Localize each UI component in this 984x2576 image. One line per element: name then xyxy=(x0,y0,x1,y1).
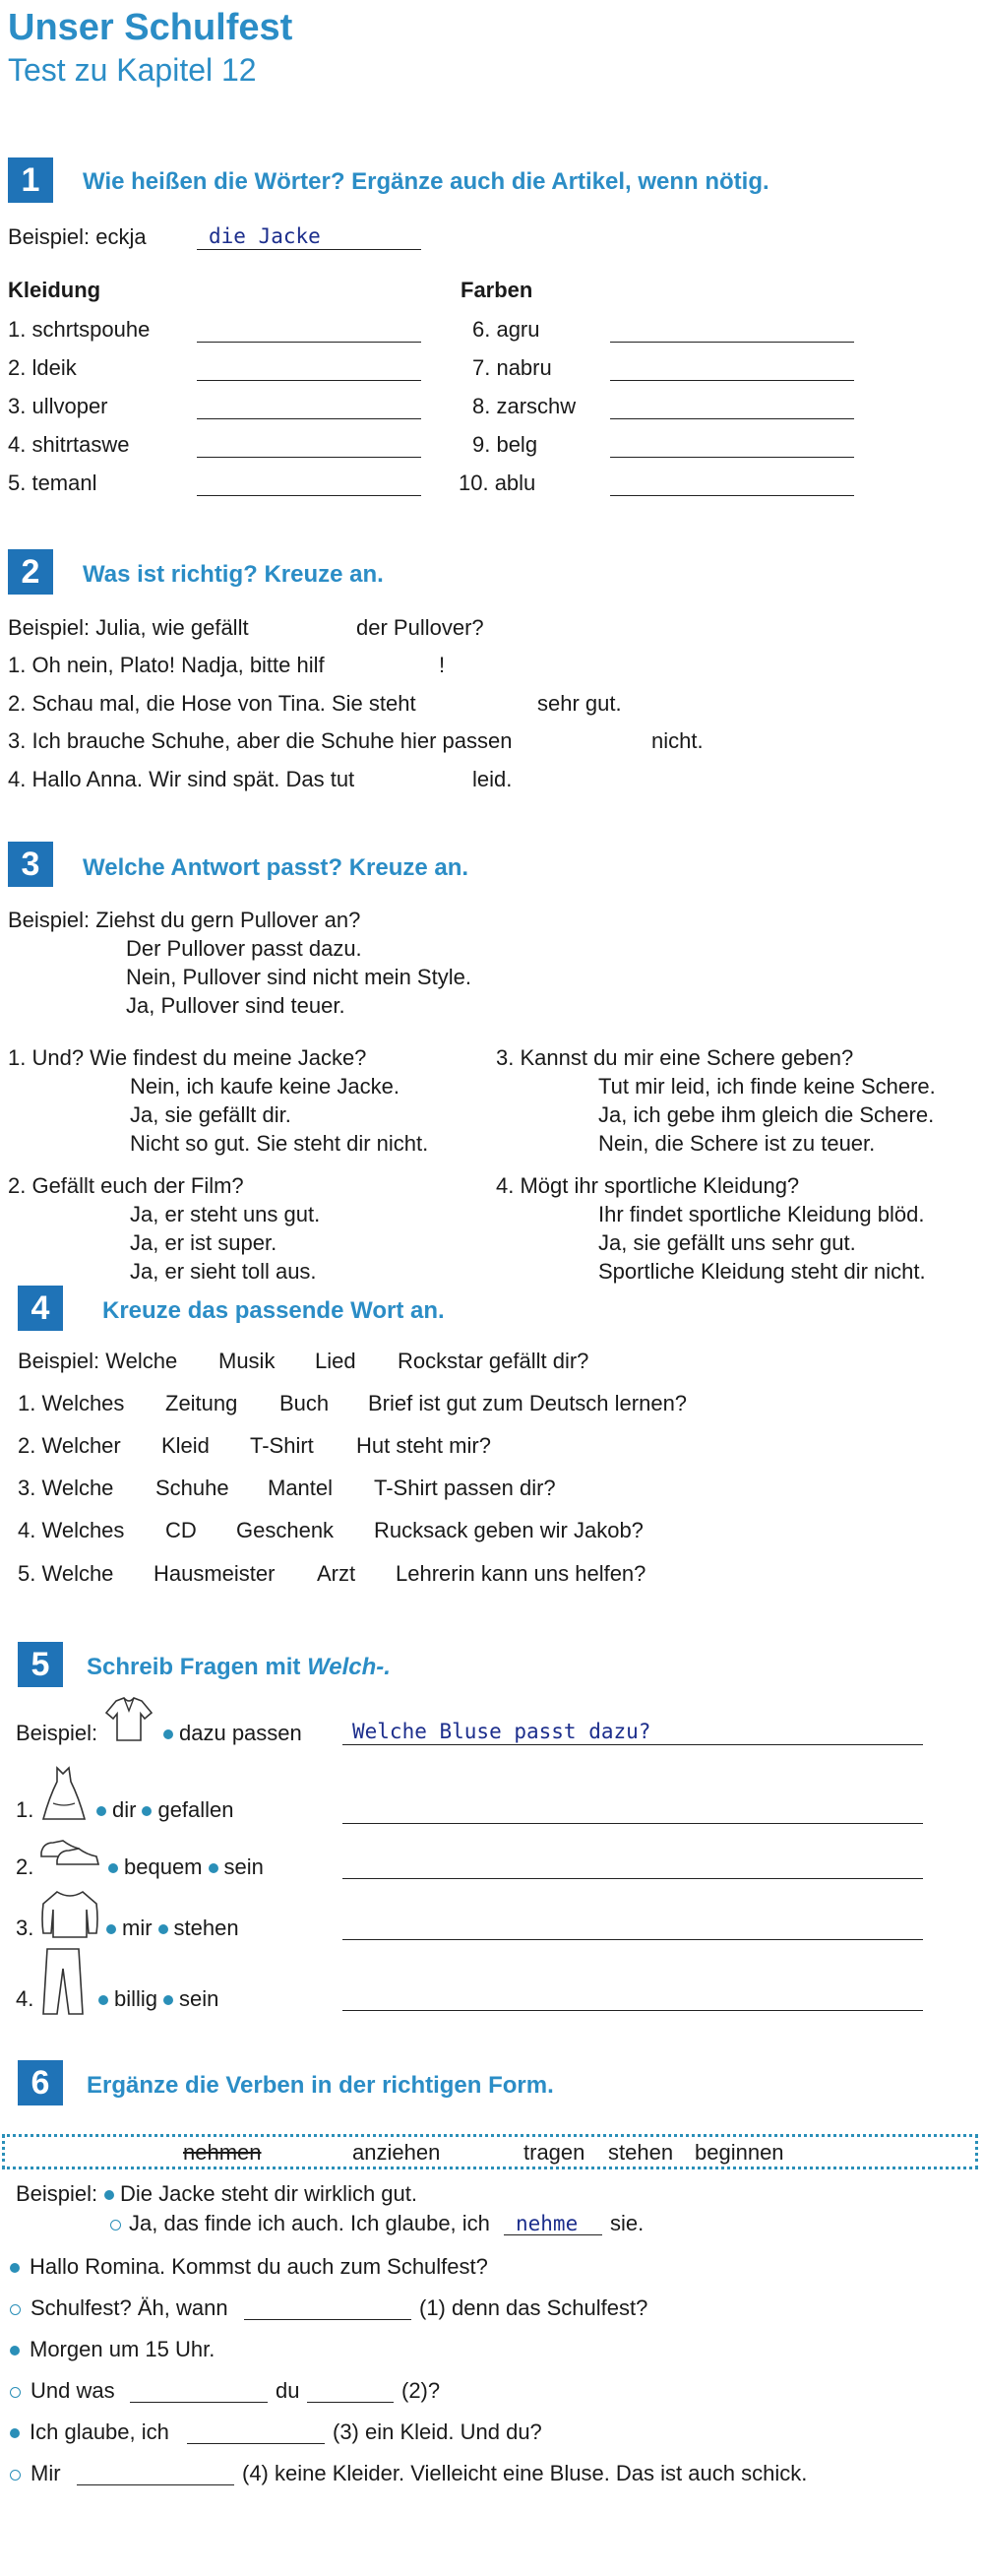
s3-option[interactable]: Ja, er sieht toll aus. xyxy=(130,1259,317,1284)
answer-line[interactable] xyxy=(197,495,421,496)
s4-option[interactable]: Hut steht mir? xyxy=(356,1433,491,1458)
s2-row-end: nicht. xyxy=(651,728,704,753)
section-3-badge: 3 xyxy=(8,842,53,887)
trousers-icon xyxy=(39,1945,87,2018)
s5-item-number: 4. xyxy=(16,1986,34,2011)
s2-row-start: 2. Schau mal, die Hose von Tina. Sie steht xyxy=(8,691,416,716)
s4-option[interactable]: Rockstar gefällt dir? xyxy=(398,1349,589,1373)
blouse-icon xyxy=(102,1695,155,1744)
s4-option[interactable]: T-Shirt xyxy=(250,1433,314,1458)
s5-example-answer: Welche Bluse passt dazu? xyxy=(352,1720,651,1743)
s5-item-number: 3. xyxy=(16,1916,34,1940)
page-subtitle: Test zu Kapitel 12 xyxy=(8,52,257,88)
answer-blank[interactable] xyxy=(244,2319,411,2320)
answer-blank[interactable] xyxy=(77,2484,234,2485)
s3-option[interactable]: Tut mir leid, ich finde keine Schere. xyxy=(598,1074,936,1099)
s2-row-start: 1. Oh nein, Plato! Nadja, bitte hilf xyxy=(8,653,325,677)
s4-option[interactable]: T-Shirt passen dir? xyxy=(374,1476,556,1500)
s3-option[interactable]: Nein, Pullover sind nicht mein Style. xyxy=(126,965,471,989)
s4-option[interactable]: CD xyxy=(165,1518,197,1542)
s1-item: 1. schrtspouhe xyxy=(8,317,151,342)
s6-example-end: sie. xyxy=(610,2211,645,2235)
s1-item: 8. zarschw xyxy=(472,394,577,418)
answer-line[interactable] xyxy=(197,380,421,381)
s1-col1-head: Kleidung xyxy=(8,278,101,302)
s4-row-start: 1. Welches xyxy=(18,1391,125,1415)
s3-option[interactable]: Nicht so gut. Sie steht dir nicht. xyxy=(130,1131,429,1156)
s2-row-end: ! xyxy=(439,653,446,677)
section-2-badge: 2 xyxy=(8,549,53,595)
dialogue-line: Hallo Romina. Kommst du auch zum Schulfest? xyxy=(10,2254,488,2280)
answer-line[interactable] xyxy=(342,1823,923,1824)
s1-item: 6. agru xyxy=(472,317,540,342)
dialogue-line: Und was xyxy=(10,2378,115,2404)
s6-example-line-1: Die Jacke steht dir wirklich gut. xyxy=(98,2181,417,2207)
s5-example-label: Beispiel: xyxy=(16,1721,98,1745)
s5-item-number: 2. xyxy=(16,1854,34,1879)
sweater-icon xyxy=(37,1886,102,1941)
answer-line[interactable] xyxy=(610,342,854,343)
answer-line[interactable] xyxy=(342,1878,923,1879)
answer-line[interactable] xyxy=(610,418,854,419)
section-1-title: Wie heißen die Wörter? Ergänze auch die Artikel, wenn nötig. xyxy=(83,168,769,195)
s1-col2-head: Farben xyxy=(461,278,533,302)
s1-example-label: Beispiel: eckja xyxy=(8,224,147,249)
s4-option[interactable]: Lied xyxy=(315,1349,356,1373)
s4-option[interactable]: Geschenk xyxy=(236,1518,335,1542)
s5-item-words: bequem sein xyxy=(102,1854,264,1880)
section-6-title: Ergänze die Verben in der richtigen Form. xyxy=(87,2072,554,2099)
s4-row-start: 2. Welcher xyxy=(18,1433,121,1458)
s5-item-words: mir stehen xyxy=(100,1916,239,1941)
s4-row-start: 5. Welche xyxy=(18,1561,114,1586)
s4-option[interactable]: Schuhe xyxy=(155,1476,229,1500)
answer-line[interactable] xyxy=(197,457,421,458)
answer-line[interactable] xyxy=(342,2010,923,2011)
s6-example-blank xyxy=(504,2234,602,2235)
section-2-title: Was ist richtig? Kreuze an. xyxy=(83,561,384,588)
s5-example-words: dazu passen xyxy=(157,1721,302,1746)
s1-item: 7. nabru xyxy=(472,355,552,380)
s3-option[interactable]: Sportliche Kleidung steht dir nicht. xyxy=(598,1259,926,1284)
s6-example-label: Beispiel: xyxy=(16,2181,98,2206)
s1-item: 3. ullvoper xyxy=(8,394,108,418)
answer-line[interactable] xyxy=(610,457,854,458)
s4-option[interactable]: Mantel xyxy=(268,1476,334,1500)
section-5-title: Schreib Fragen mit Welch-. xyxy=(87,1654,391,1680)
s4-option[interactable]: Lehrerin kann uns helfen? xyxy=(396,1561,646,1586)
s2-row-start: 3. Ich brauche Schuhe, aber die Schuhe hier passen xyxy=(8,728,513,753)
s3-option[interactable]: Ja, er steht uns gut. xyxy=(130,1202,321,1226)
answer-line[interactable] xyxy=(342,1939,923,1940)
s1-example-answer: die Jacke xyxy=(209,224,321,248)
section-6-badge: 6 xyxy=(18,2060,63,2105)
s3-option[interactable]: Ja, sie gefällt uns sehr gut. xyxy=(598,1230,856,1255)
answer-line[interactable] xyxy=(610,495,854,496)
s4-option[interactable]: Hausmeister xyxy=(154,1561,276,1586)
s1-example-line xyxy=(197,249,421,250)
s1-item: 2. ldeik xyxy=(8,355,77,380)
dialogue-line: Schulfest? Äh, wann xyxy=(10,2295,228,2321)
s4-option[interactable]: Arzt xyxy=(317,1561,356,1586)
s4-option[interactable]: Buch xyxy=(279,1391,330,1415)
dialogue-line: Mir xyxy=(10,2461,61,2486)
word-box-word: nehmen xyxy=(183,2140,262,2165)
s3-option[interactable]: Der Pullover passt dazu. xyxy=(126,936,362,961)
s4-option[interactable]: Musik xyxy=(218,1349,276,1373)
s3-question: 2. Gefällt euch der Film? xyxy=(8,1173,244,1198)
word-box-word: beginnen xyxy=(695,2140,784,2165)
s4-option[interactable]: Brief ist gut zum Deutsch lernen? xyxy=(368,1391,688,1415)
answer-blank[interactable] xyxy=(130,2402,268,2403)
answer-line[interactable] xyxy=(197,342,421,343)
s3-question: 4. Mögt ihr sportliche Kleidung? xyxy=(496,1173,800,1198)
s1-item: 10. ablu xyxy=(459,471,536,495)
answer-line[interactable] xyxy=(197,418,421,419)
dialogue-line: Morgen um 15 Uhr. xyxy=(10,2337,215,2362)
shoes-icon xyxy=(37,1833,102,1868)
dialogue-line-end: (2)? xyxy=(401,2378,441,2403)
s3-question: 1. Und? Wie findest du meine Jacke? xyxy=(8,1045,367,1070)
section-5-badge: 5 xyxy=(18,1642,63,1687)
s4-option[interactable]: Kleid xyxy=(161,1433,210,1458)
s3-option[interactable]: Ja, sie gefällt dir. xyxy=(130,1102,291,1127)
dialogue-line: Ich glaube, ich xyxy=(10,2419,169,2445)
s4-row-start: 3. Welche xyxy=(18,1476,114,1500)
s5-example-line xyxy=(342,1744,923,1745)
answer-blank[interactable] xyxy=(307,2402,394,2403)
s4-option[interactable]: Zeitung xyxy=(165,1391,238,1415)
s3-option[interactable]: Nein, ich kaufe keine Jacke. xyxy=(130,1074,400,1099)
s2-row-end: sehr gut. xyxy=(537,691,622,716)
s3-question: 3. Kannst du mir eine Schere geben? xyxy=(496,1045,854,1070)
s4-row-start: 4. Welches xyxy=(18,1518,125,1542)
word-box xyxy=(2,2134,978,2169)
s1-item: 5. temanl xyxy=(8,471,97,495)
s6-example-line-2: Ja, das finde ich auch. Ich glaube, ich xyxy=(110,2211,490,2236)
s2-row-end: der Pullover? xyxy=(356,615,484,640)
s1-item: 4. shitrtaswe xyxy=(8,432,130,457)
s3-option[interactable]: Ja, Pullover sind teuer. xyxy=(126,993,345,1018)
s2-row-end: leid. xyxy=(472,767,513,791)
section-1-badge: 1 xyxy=(8,157,53,203)
s3-option[interactable]: Ja, ich gebe ihm gleich die Schere. xyxy=(598,1102,935,1127)
answer-line[interactable] xyxy=(610,380,854,381)
section-4-badge: 4 xyxy=(18,1286,63,1331)
word-box-word: tragen xyxy=(523,2140,585,2165)
page-title: Unser Schulfest xyxy=(8,7,293,48)
s2-row-start: 4. Hallo Anna. Wir sind spät. Das tut xyxy=(8,767,355,791)
dialogue-line-end: (3) ein Kleid. Und du? xyxy=(333,2419,542,2444)
s4-option[interactable]: Rucksack geben wir Jakob? xyxy=(374,1518,644,1542)
dress-icon xyxy=(39,1764,89,1823)
section-3-title: Welche Antwort passt? Kreuze an. xyxy=(83,854,469,881)
s3-option[interactable]: Nein, die Schere ist zu teuer. xyxy=(598,1131,876,1156)
word-box-word: anziehen xyxy=(352,2140,441,2165)
s5-item-number: 1. xyxy=(16,1797,34,1822)
word-box-word: stehen xyxy=(608,2140,674,2165)
s3-example-question: Beispiel: Ziehst du gern Pullover an? xyxy=(8,908,361,932)
answer-blank[interactable] xyxy=(187,2443,325,2444)
section-4-title: Kreuze das passende Wort an. xyxy=(102,1297,445,1324)
s5-item-words: billig sein xyxy=(92,1986,218,2012)
s4-row-start: Beispiel: Welche xyxy=(18,1349,178,1373)
s2-row-start: Beispiel: Julia, wie gefällt xyxy=(8,615,249,640)
s5-item-words: dir gefallen xyxy=(91,1797,234,1823)
dialogue-line-mid: du xyxy=(276,2378,300,2403)
s1-item: 9. belg xyxy=(472,432,538,457)
s6-example-answer: nehme xyxy=(516,2212,579,2235)
dialogue-line-end: (1) denn das Schulfest? xyxy=(419,2295,648,2320)
s3-option[interactable]: Ihr findet sportliche Kleidung blöd. xyxy=(598,1202,925,1226)
dialogue-line-end: (4) keine Kleider. Vielleicht eine Bluse. Das ist auch schick. xyxy=(242,2461,808,2485)
s3-option[interactable]: Ja, er ist super. xyxy=(130,1230,277,1255)
